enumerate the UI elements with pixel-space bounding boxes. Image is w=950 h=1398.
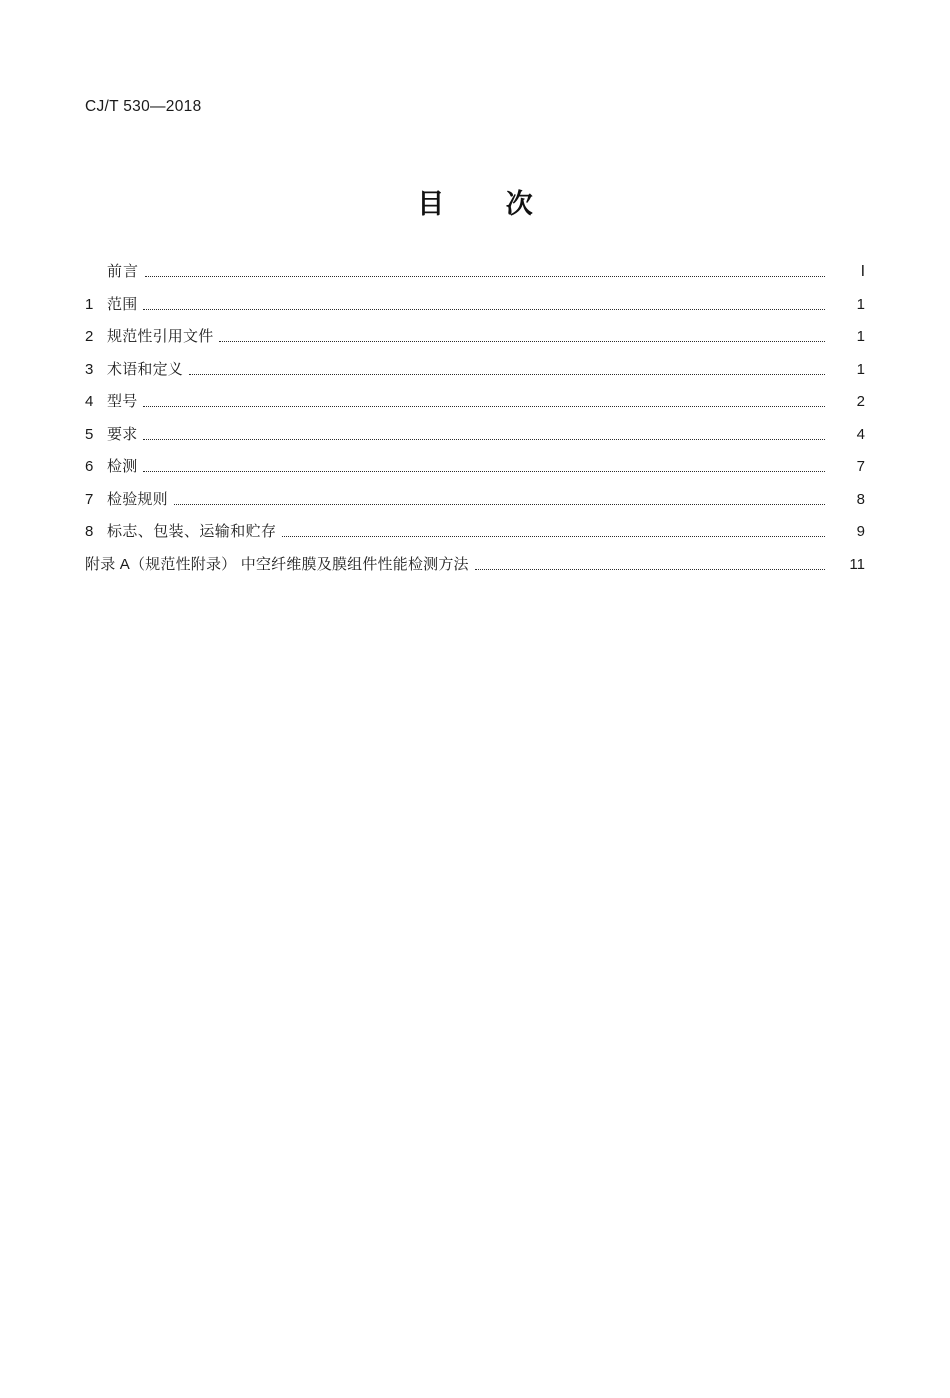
toc-entry-page: 2 [856,393,865,410]
toc-entry-requirements[interactable] [85,425,865,445]
toc-entry-number: 1 [85,295,94,313]
toc-entry-label: 标志、包装、运输和贮存 [107,523,277,540]
toc-leader-dots [189,364,825,380]
toc-entry-label: 型号 [107,393,138,410]
toc-entry-number: 6 [85,458,94,475]
toc-entry-number: 7 [85,490,94,508]
toc-entry-label: 前言 [107,263,140,280]
page-title: 目 次 [417,189,559,220]
toc-entry-number: 4 [85,393,94,410]
toc-leader-dots [282,526,825,542]
toc-entry-label: 检验规则 [107,490,168,508]
toc-entry-page: 1 [856,295,865,313]
toc-entry-inspection-rules[interactable] [85,490,865,510]
toc-entry-model[interactable] [85,392,865,412]
toc-entry-scope[interactable] [85,295,865,315]
toc-entry-testing[interactable] [85,457,865,477]
toc-entry-page: 8 [856,490,865,508]
toc-entry-label: 术语和定义 [107,360,184,378]
toc-entry-page: 7 [856,458,865,475]
toc-entry-page: 1 [856,360,865,378]
toc-entry-terms-and-definitions[interactable] [85,360,865,380]
toc-entry-label: 规范性引用文件 [107,328,214,345]
toc-entry-page: 9 [856,523,865,540]
standard-code: CJ/T 530—2018 [85,98,202,115]
toc-entry-normative-references[interactable] [85,327,865,347]
table-of-contents [85,262,865,587]
toc-entry-page: 11 [849,555,865,573]
toc-leader-dots [143,461,825,477]
toc-entry-number: 8 [85,523,94,540]
toc-entry-label: 附录 A（规范性附录） 中空纤维膜及膜组件性能检测方法 [85,555,469,573]
toc-entry-page: 1 [856,328,865,345]
toc-leader-dots [219,331,825,347]
toc-entry-label: 要求 [107,425,138,443]
toc-entry-page: Ⅰ [860,263,865,280]
toc-entry-annex-a[interactable] [85,555,865,575]
toc-entry-label: 范围 [107,295,138,313]
toc-entry-number: 5 [85,425,94,443]
toc-entry-label: 检测 [107,458,138,475]
toc-leader-dots [143,396,825,412]
toc-entry-marking-packaging-transport-storage[interactable] [85,522,865,542]
toc-entry-page: 4 [856,425,865,443]
toc-entry-number: 3 [85,360,94,378]
toc-leader-dots [174,494,825,510]
toc-entry-preface[interactable] [85,262,865,282]
toc-entry-number: 2 [85,328,94,345]
toc-leader-dots [143,299,825,315]
toc-leader-dots [143,429,825,445]
toc-leader-dots [145,266,825,282]
toc-leader-dots [475,559,825,575]
